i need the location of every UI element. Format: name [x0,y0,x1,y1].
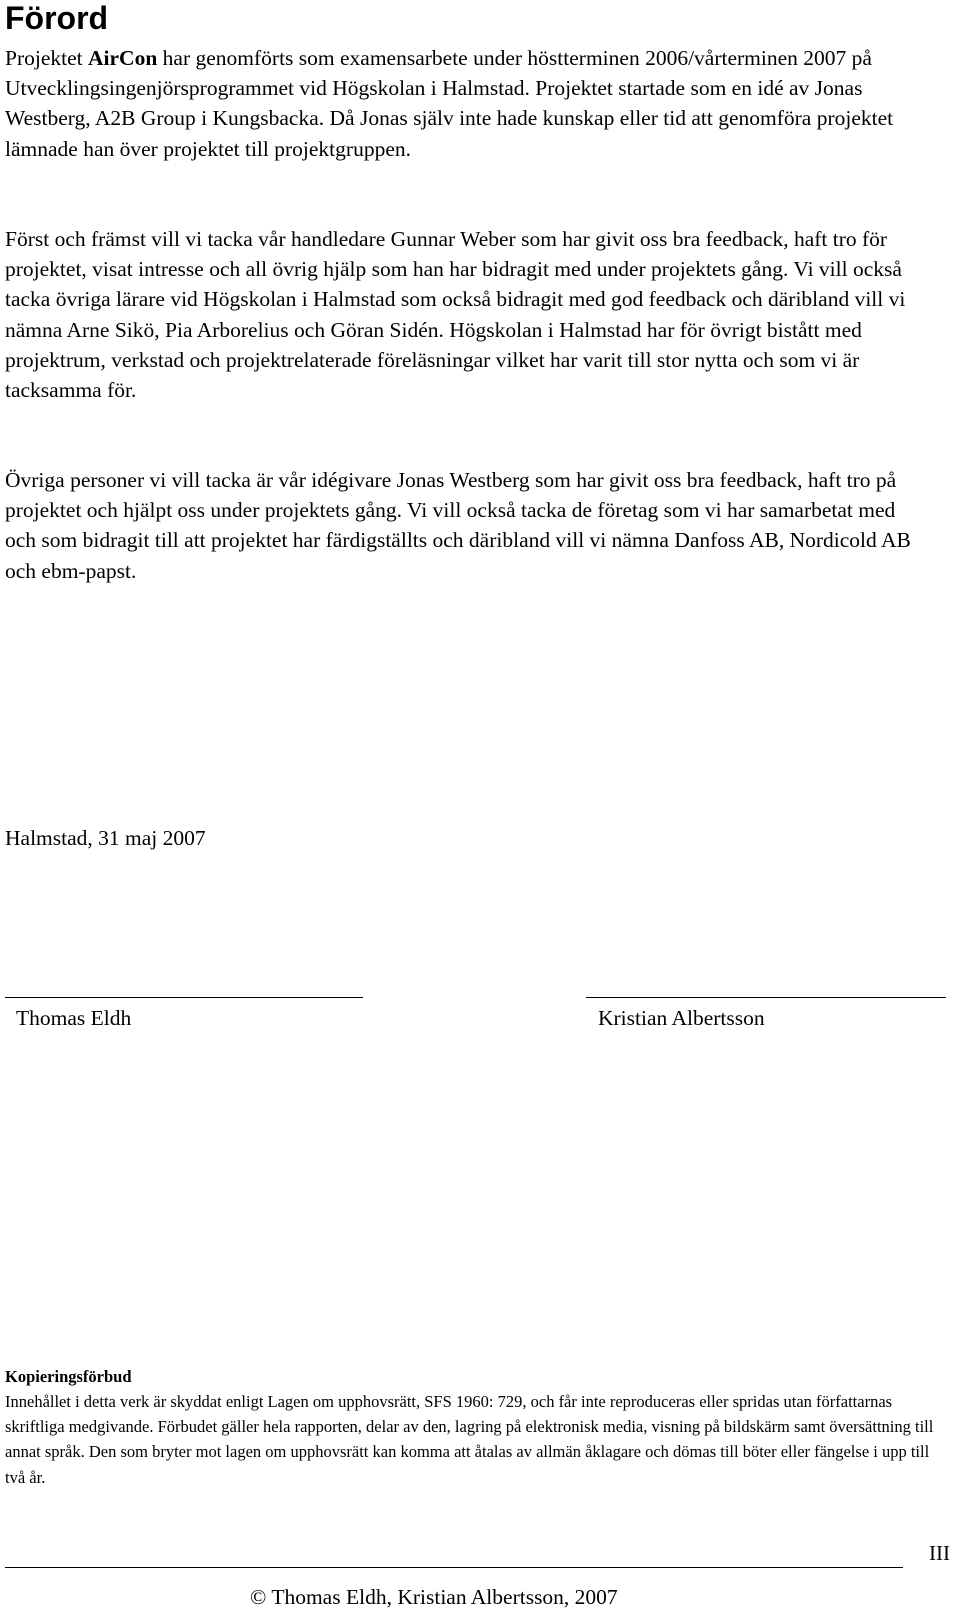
intro-paragraph [5,43,925,164]
copyright-notice-text: Innehållet i detta verk är skyddat enligt Lagen om upphovsrätt, SFS 1960: 729, och får inte reproduceras eller spridas utan författarnas skriftliga medgivande. Förbudet gäller hela rapporten, delar av den, lagring på elektronisk media, visning på bildskärm samt översättning till annat språk. Den som bryter mot lagen om upphovsrätt kan komma att åtalas av allmän åklagare och dömas till böter eller fängelse i upp till två år. [5,1392,934,1487]
footer-rule [5,1567,903,1568]
signature-line-2 [586,997,946,998]
intro-prefix: Projektet [5,46,88,70]
intro-suffix: har genomförts som examensarbete under höstterminen 2006/vårterminen 2007 på Utvecklingsingenjörsprogrammet vid Högskolan i Halmstad. Projektet startade som en idé av Jonas Westberg, A2B Group i Kungsbacka. Då Jonas själv inte hade kunskap eller tid att genomföra projektet lämnade han över projektet till projektgruppen. [5,46,894,161]
signature-name-1: Thomas Eldh [16,1006,132,1030]
dateline: Halmstad, 31 maj 2007 [5,826,206,850]
copyright-notice-heading: Kopieringsförbud [5,1367,132,1386]
thanks-paragraph: Först och främst vill vi tacka vår handledare Gunnar Weber som har givit oss bra feedback, haft tro för projektet, visat intresse och all övrig hjälp som han har bidragit med under projektets gång. Vi vill också tacka övriga lärare vid Högskolan i Halmstad som också bidragit med god feedback och däribland vill vi nämna Arne Sikö, Pia Arborelius och Göran Sidén. Högskolan i Halmstad har för övrigt bistått med projektrum, verkstad och projektrelaterade föreläsningar vilket har varit till stor nytta och som vi är tacksamma för. [5,227,906,403]
other-thanks-paragraph: Övriga personer vi vill tacka är vår idégivare Jonas Westberg som har givit oss bra feedback, haft tro på projektet och hjälpt oss under projektets gång. Vi vill också tacka de företag som vi har samarbetat med och som bidragit till att projektet har färdigställts och däribland vill vi nämna Danfoss AB, Nordicold AB och ebm-papst. [5,468,911,583]
signature-name-2: Kristian Albertsson [598,1006,765,1030]
page-number: III [929,1541,950,1565]
footer-copyright: © Thomas Eldh, Kristian Albertsson, 2007 [250,1585,618,1609]
page-title: Förord [5,0,109,36]
project-name: AirCon [88,46,158,70]
signature-line-1 [5,997,363,998]
